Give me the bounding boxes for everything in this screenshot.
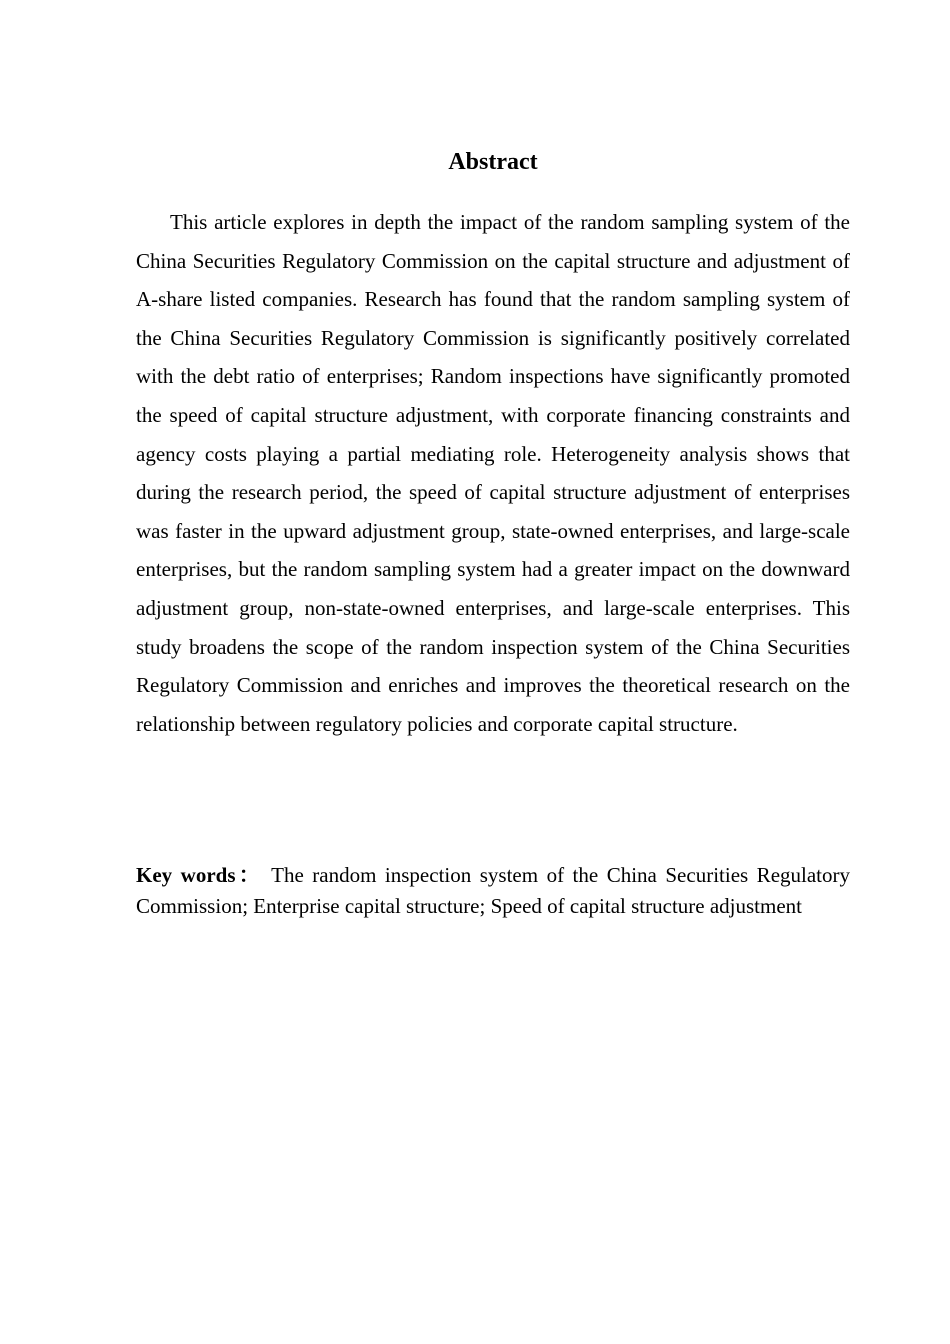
abstract-title: Abstract <box>448 149 538 175</box>
keywords-text: The random inspection system of the China Securities Regulatory Commission; Enterprise capital structure; Speed of capital structure adjustment <box>136 863 850 918</box>
keywords-section <box>136 860 850 922</box>
keywords-label: Key words： <box>136 863 263 887</box>
abstract-body: This article explores in depth the impact of the random sampling system of the China Securities Regulatory Commission on the capital structure and adjustment of A-share listed companies. Research has found that the random sampling system of the China Securities Regulatory Commission is significantly positively correlated with the debt ratio of enterprises; Random inspections have significantly promoted the speed of capital structure adjustment, with corporate financing constraints and agency costs playing a partial mediating role. Heterogeneity analysis shows that during the research period, the speed of capital structure adjustment of enterprises was faster in the upward adjustment group, state-owned enterprises, and large-scale enterprises, but the random sampling system had a greater impact on the downward adjustment group, non-state-owned enterprises, and large-scale enterprises. This study broadens the scope of the random inspection system of the China Securities Regulatory Commission and enriches and improves the theoretical research on the relationship between regulatory policies and corporate capital structure. <box>136 210 850 736</box>
